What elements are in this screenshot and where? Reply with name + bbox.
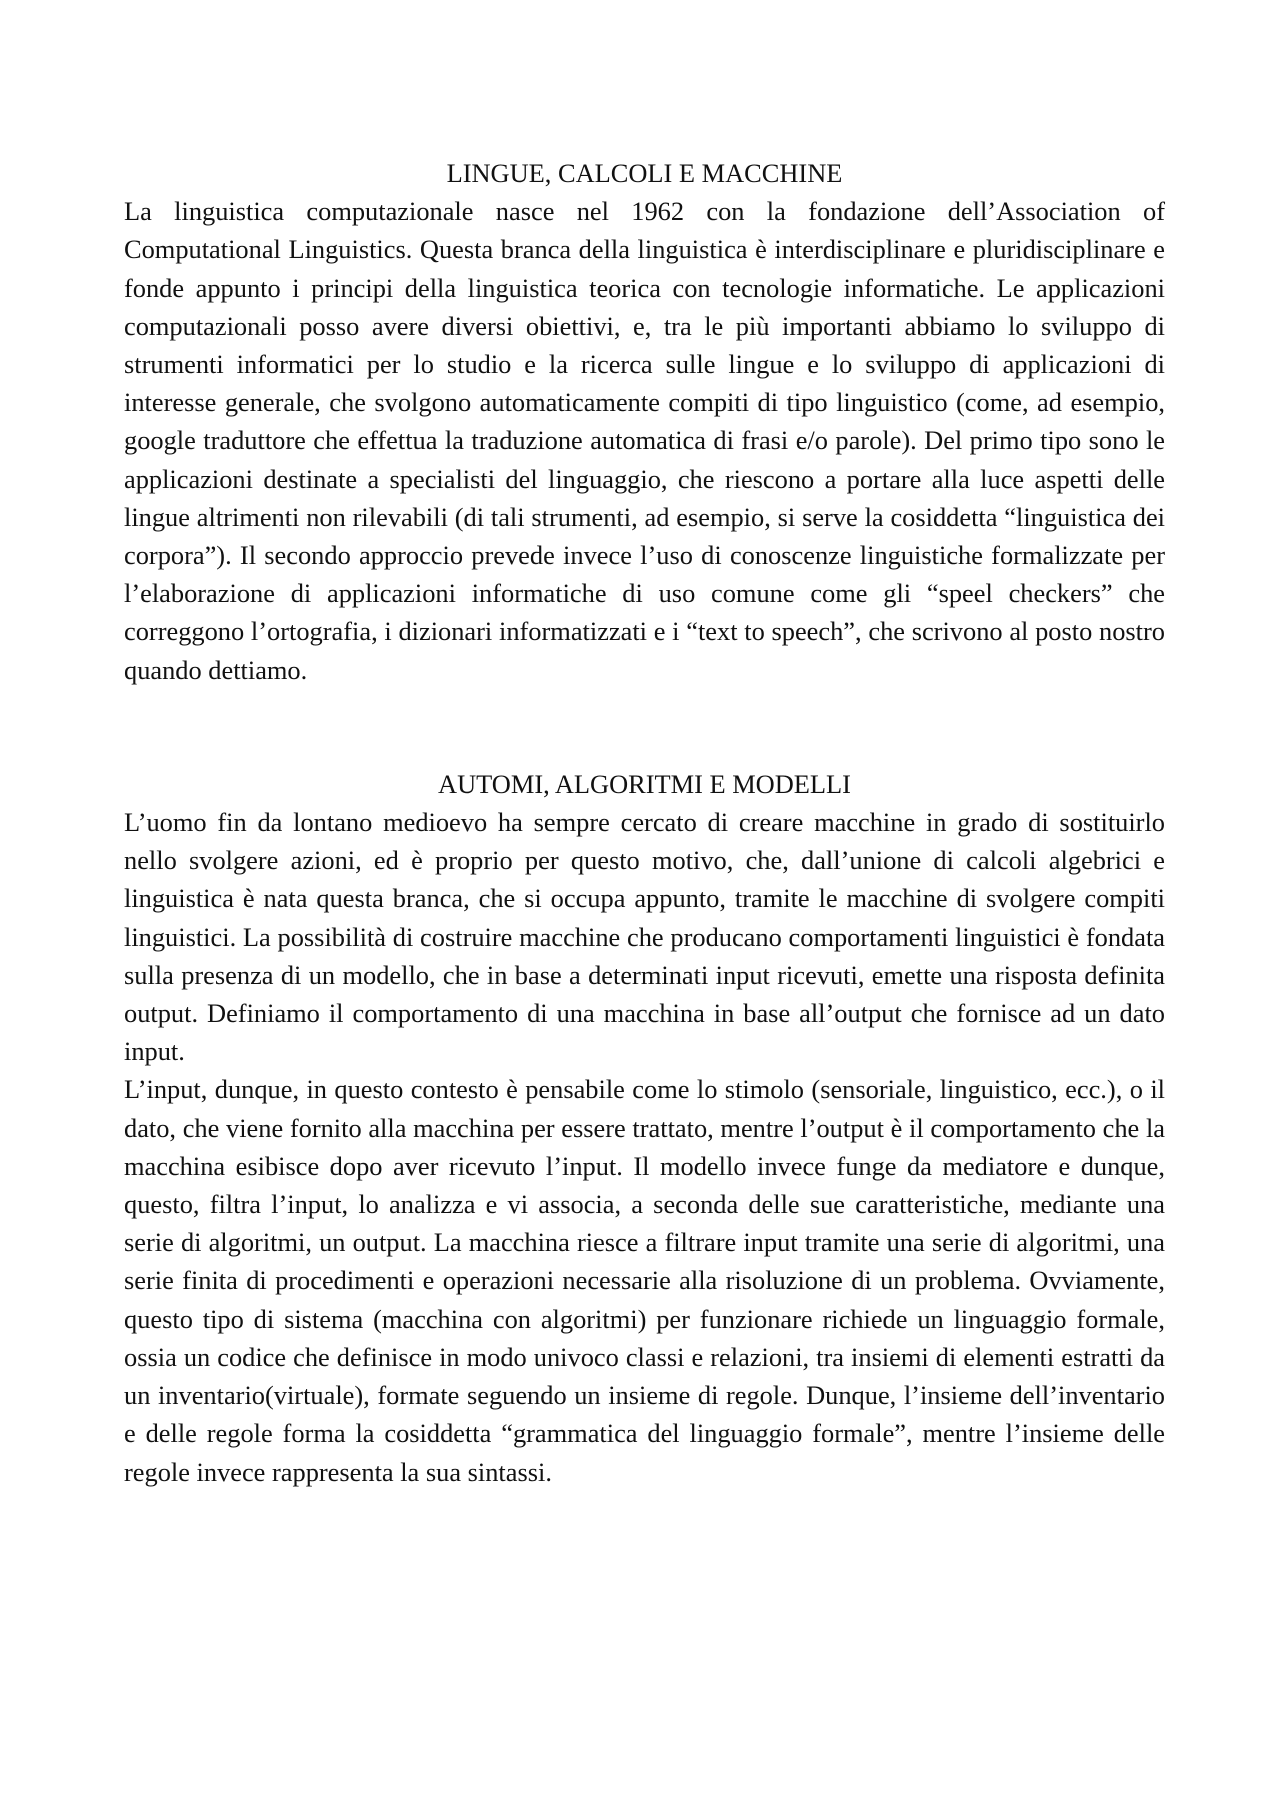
section-title-lingue-calcoli-macchine: LINGUE, CALCOLI E MACCHINE: [446, 158, 843, 188]
section-paragraph: L’input, dunque, in questo contesto è pensabile come lo stimolo (sensoriale, linguistico, ecc.), o il dato, che viene fornito alla macchina per essere trattato, mentre l’output è il comportamento che la macchina esibisce dopo aver ricevuto l’input. Il modello invece funge da mediatore e dunque, questo, filtra l’input, lo analizza e vi associa, a seconda delle sue caratteristiche, mediante una serie di algoritmi, un output. La macchina riesce a filtrare input tramite una serie di algoritmi, una serie finita di procedimenti e operazioni necessarie alla risoluzione di un problema. Ovviamente, questo tipo di sistema (macchina con algoritmi) per funzionare richiede un linguaggio formale, ossia un codice che definisce in modo univoco classi e relazioni, tra insiemi di elementi estratti da un inventario(virtuale), formate seguendo un insieme di regole. Dunque, l’insieme dell’inventario e delle regole forma la cosiddetta “grammatica del linguaggio formale”, mentre l’insieme delle regole invece rappresenta la sua sintassi.: [124, 1074, 1165, 1487]
section-title-automi-algoritmi-modelli: AUTOMI, ALGORITMI E MODELLI: [438, 768, 851, 799]
document-body: [124, 154, 1165, 1491]
section-paragraph: La linguistica computazionale nasce nel 1962 con la fondazione dell’Association of Computational Linguistics. Questa branca della linguistica è interdisciplinare e pluridisciplinare e fonde appunto i principi della linguistica teorica con tecnologie informatiche. Le applicazioni computazionali posso avere diversi obiettivi, e, tra le più importanti abbiamo lo sviluppo di strumenti informatici per lo studio e la ricerca sulle lingue e lo sviluppo di applicazioni di interesse generale, che svolgono automaticamente compiti di tipo linguistico (come, ad esempio, google traduttore che effettua la traduzione automatica di frasi e/o parole). Del primo tipo sono le applicazioni destinate a specialisti del linguaggio, che riescono a portare alla luce aspetti delle lingue altrimenti non rilevabili (di tali strumenti, ad esempio, si serve la cosiddetta “linguistica dei corpora”). Il secondo approccio prevede invece l’uso di conoscenze linguistiche formalizzate per l’elaborazione di applicazioni informatiche di uso comune come gli “speel checkers” che correggono l’ortografia, i dizionari informatizzati e i “text to speech”, che scrivono al posto nostro quando dettiamo.: [124, 196, 1165, 685]
section-paragraph: L’uomo fin da lontano medioevo ha sempre cercato di creare macchine in grado di sostituirlo nello svolgere azioni, ed è proprio per questo motivo, che, dall’unione di calcoli algebrici e linguistica è nata questa branca, che si occupa appunto, tramite le macchine di svolgere compiti linguistici. La possibilità di costruire macchine che producano comportamenti linguistici è fondata sulla presenza di un modello, che in base a determinati input ricevuti, emette una risposta definita output. Definiamo il comportamento di una macchina in base all’output che fornisce ad un dato input.: [124, 807, 1165, 1067]
section-spacer: [124, 689, 1165, 765]
